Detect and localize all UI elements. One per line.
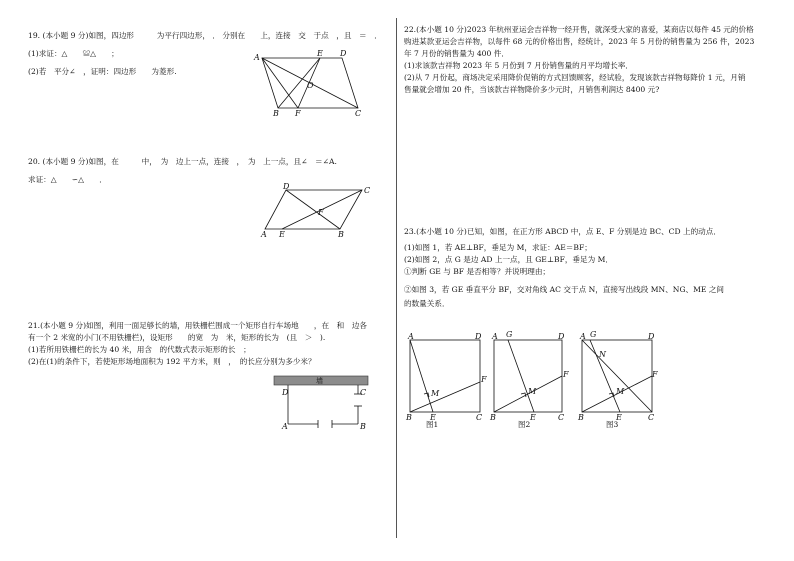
fig3-label-n: N <box>599 350 606 359</box>
fig2-label-a: A <box>492 332 498 341</box>
column-divider <box>396 18 397 538</box>
q19-label-d: D <box>340 50 347 58</box>
q20-label-f: F <box>318 208 324 217</box>
fig1-label-a: A <box>408 332 414 341</box>
q21-label-b: B <box>360 422 366 431</box>
fig3-label-d: D <box>648 332 655 341</box>
q21-line1: 21.(本小题 9 分)如图，利用一面足够长的墙，用铁栅栏围成一个矩形自行车场地 ，在 和 边各 <box>28 321 367 330</box>
q20-figure <box>256 182 372 238</box>
q19-label-a: A <box>254 53 260 62</box>
fig2-label-b: B <box>490 413 496 422</box>
fig1-label-c: C <box>476 413 483 422</box>
fig3-label-a: A <box>580 332 586 341</box>
q19-part2: (2)若 平分∠ ，证明：四边形 为菱形. <box>28 67 177 76</box>
q19-label-o: O <box>307 81 314 90</box>
q23-part2-1: ①判断 GE 与 BF 是否相等？并说明理由； <box>404 267 551 276</box>
fig1-label-f: F <box>481 375 487 384</box>
q22-line4: (1)求该款吉祥物 2023 年 5 月份到 7 月份销售量的月平均增长率． <box>404 61 633 70</box>
fig1-label-e: E <box>430 413 436 422</box>
fig2-label-f: F <box>563 370 569 379</box>
fig1-label-d: D <box>475 332 482 341</box>
q23-figure-2 <box>488 330 572 428</box>
q19-part1: (1)求证：△ ≌△ ； <box>28 49 119 58</box>
q21-label-a: A <box>282 422 288 431</box>
fig2-label-c: C <box>558 413 565 422</box>
q22-line1: 22.(本小题 10 分)2023 年杭州亚运会吉祥物一经开售，就深受大家的喜爱，某商店以每件 45 元的价格 <box>404 25 754 34</box>
q21-part2: (2)在(1)的条件下，若使矩形场地面积为 192 平方米，则 ， 的长应分别为多少米？ <box>28 357 316 366</box>
q21-label-d: D <box>282 388 289 397</box>
q20-part1: 求证：△ ∽△ ． <box>28 175 107 184</box>
q19-label-c: C <box>355 109 362 118</box>
q23-part2-2a: ②如图 3，若 GE 垂直平分 BF，交对角线 AC 交于点 N，直接写出线段 MN、NG、ME 之间 <box>404 285 725 294</box>
q20-label-a: A <box>261 230 267 238</box>
q19-title: 19. (本小题 9 分)如图，四边形 为平行四边形， ． 分别在 上，连接 交 于点 ，且 ＝ ． <box>28 31 382 40</box>
q23-figure-3 <box>574 330 660 428</box>
q22-line3: 年 7 月份的销售量为 400 件． <box>404 49 509 58</box>
q20-label-c: C <box>364 186 371 195</box>
fig2-label-g: G <box>506 330 513 339</box>
q23-part1: (1)如图 1，若 AE⊥BF，垂足为 M，求证：AE＝BF； <box>404 243 592 252</box>
q23-part2-2b: 的数量关系． <box>404 299 450 308</box>
q19-label-f: F <box>295 109 301 118</box>
q23-figure-1 <box>402 330 488 428</box>
q20-label-d: D <box>283 182 290 191</box>
q19-figure <box>252 50 364 118</box>
fig2-caption: 图2 <box>518 420 531 428</box>
q22-line5: (2)从 7 月份起，商场决定采用降价促销的方式回馈顾客，经试验，发现该款吉祥物每降价 1 元，月销 <box>404 73 746 82</box>
fig3-label-e: E <box>616 413 622 422</box>
q19-label-b: B <box>273 109 279 118</box>
q21-part1: (1)若所用铁栅栏的长为 40 米，用含 的代数式表示矩形的长 ； <box>28 345 251 354</box>
fig3-label-m: M <box>616 387 625 396</box>
q19-label-e: E <box>317 50 323 58</box>
fig1-label-m: M <box>431 389 440 398</box>
wall-label: 墙 <box>316 377 323 385</box>
q22-line6: 售量就会增加 20 件，当该款吉祥物降价多少元时，月销售利润达 8400 元? <box>404 85 660 94</box>
q23-title: 23.(本小题 10 分)已知，如图，在正方形 ABCD 中，点 E、F 分别是边 BC、CD 上的动点． <box>404 227 721 236</box>
fig1-label-b: B <box>406 413 412 422</box>
q21-line2: 有一个 2 米宽的小门(不用铁栅栏)，设矩形 的宽 为 米，矩形的长为 (且 ＞ ). <box>28 333 326 342</box>
fig3-label-f: F <box>652 370 658 379</box>
q21-figure <box>272 372 372 434</box>
q21-label-c: C <box>360 388 367 397</box>
fig3-label-g: G <box>590 330 597 339</box>
q23-part2: (2)如图 2，点 G 是边 AD 上一点，且 GE⊥BF，垂足为 M． <box>404 255 613 264</box>
q20-title: 20. (本小题 9 分)如图，在 中， 为 边上一点，连接 ， 为 上一点，且∠ ＝∠A. <box>28 157 337 166</box>
fig2-label-d: D <box>558 332 565 341</box>
fig3-caption: 图3 <box>606 420 619 428</box>
fig2-label-m: M <box>528 387 537 396</box>
fig2-label-e: E <box>530 413 536 422</box>
q20-label-e: E <box>279 230 285 238</box>
q22-line2: 购进某款亚运会吉祥物，以每件 68 元的价格出售，经统计，2023 年 5 月份的销售量为 256 件，2023 <box>404 37 755 46</box>
fig3-label-b: B <box>578 413 584 422</box>
fig3-label-c: C <box>648 413 655 422</box>
fig1-caption: 图1 <box>426 420 439 428</box>
q20-label-b: B <box>338 230 344 238</box>
